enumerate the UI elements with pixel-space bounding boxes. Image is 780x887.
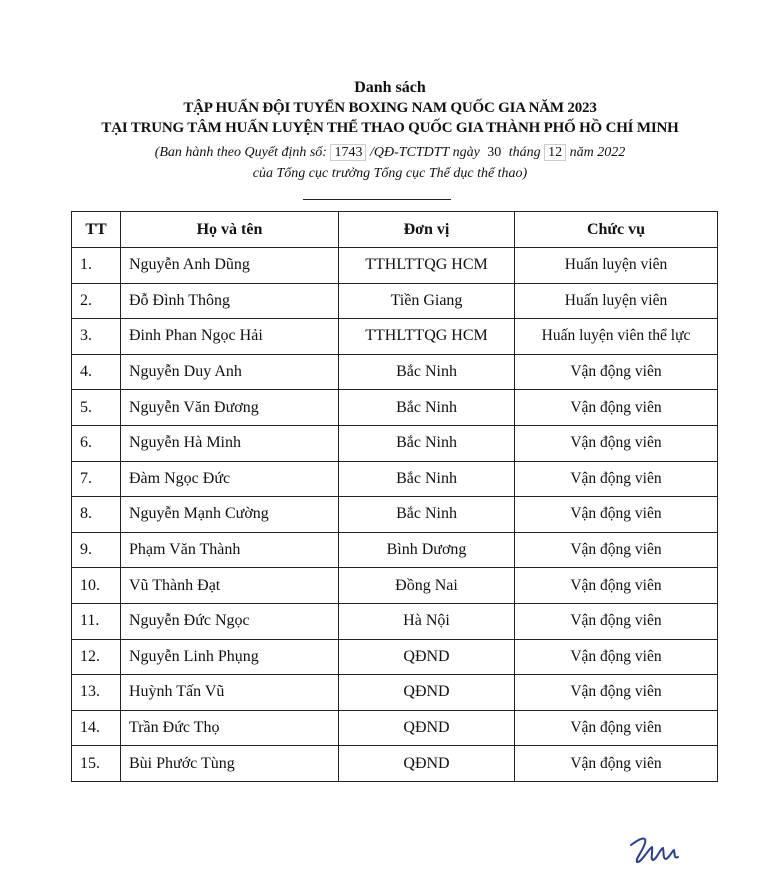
role-cell: Vận động viên <box>515 425 718 461</box>
decision-issuer: của Tổng cục trưởng Tổng cục Thể dục thể thao) <box>252 166 528 181</box>
table-row <box>72 639 718 675</box>
column-header-tt: TT <box>72 212 121 248</box>
role-cell: Vận động viên <box>515 639 718 675</box>
row-number-cell: 3. <box>72 319 121 355</box>
role-cell: Huấn luyện viên <box>515 283 718 319</box>
unit-cell: Bắc Ninh <box>339 461 515 497</box>
unit-cell: QĐND <box>339 639 515 675</box>
table-row <box>72 248 718 284</box>
role-cell: Vận động viên <box>515 710 718 746</box>
decision-month-label: tháng <box>508 145 541 160</box>
unit-cell: Đồng Nai <box>339 568 515 604</box>
role-cell: Vận động viên <box>515 603 718 639</box>
row-number-cell: 8. <box>72 497 121 533</box>
unit-cell: QĐND <box>339 746 515 782</box>
role-cell: Vận động viên <box>515 532 718 568</box>
row-number-cell: 7. <box>72 461 121 497</box>
signature-mark <box>625 829 683 869</box>
role-cell: Vận động viên <box>515 354 718 390</box>
row-number-cell: 13. <box>72 675 121 711</box>
name-cell: Đinh Phan Ngọc Hải <box>121 319 339 355</box>
table-row <box>72 710 718 746</box>
name-cell: Nguyễn Hà Minh <box>121 425 339 461</box>
table-row <box>72 283 718 319</box>
document-title: Danh sách <box>354 79 426 96</box>
decision-year: năm 2022 <box>569 145 626 160</box>
roster-table <box>71 211 718 782</box>
decision-month: 12 <box>544 144 566 161</box>
unit-cell: Bắc Ninh <box>339 354 515 390</box>
name-cell: Nguyễn Linh Phụng <box>121 639 339 675</box>
unit-cell: Bắc Ninh <box>339 497 515 533</box>
row-number-cell: 4. <box>72 354 121 390</box>
document-subtitle-line1: TẬP HUẤN ĐỘI TUYỂN BOXING NAM QUỐC GIA NĂM 2023 <box>183 100 597 116</box>
row-number-cell: 9. <box>72 532 121 568</box>
role-cell: Vận động viên <box>515 461 718 497</box>
decision-code: /QĐ-TCTDTT ngày <box>369 145 480 160</box>
document-subtitle-line2: TẠI TRUNG TÂM HUẤN LUYỆN THỂ THAO QUỐC GIA THÀNH PHỐ HỒ CHÍ MINH <box>101 120 679 136</box>
unit-cell: Tiền Giang <box>339 283 515 319</box>
row-number-cell: 14. <box>72 710 121 746</box>
row-number-cell: 12. <box>72 639 121 675</box>
name-cell: Đỗ Đình Thông <box>121 283 339 319</box>
role-cell: Vận động viên <box>515 390 718 426</box>
name-cell: Bùi Phước Tùng <box>121 746 339 782</box>
unit-cell: Bắc Ninh <box>339 390 515 426</box>
name-cell: Nguyễn Mạnh Cường <box>121 497 339 533</box>
role-cell: Huấn luyện viên <box>515 248 718 284</box>
decision-number: 1743 <box>330 144 366 161</box>
row-number-cell: 10. <box>72 568 121 604</box>
row-number-cell: 11. <box>72 603 121 639</box>
column-header-role: Chức vụ <box>515 212 718 248</box>
unit-cell: QĐND <box>339 675 515 711</box>
unit-cell: Bắc Ninh <box>339 425 515 461</box>
signature-stroke <box>631 839 678 863</box>
table-row <box>72 603 718 639</box>
name-cell: Nguyễn Văn Đương <box>121 390 339 426</box>
row-number-cell: 2. <box>72 283 121 319</box>
decision-day: 30 <box>487 145 502 160</box>
name-cell: Nguyễn Anh Dũng <box>121 248 339 284</box>
document-header <box>0 78 780 184</box>
unit-cell: Bình Dương <box>339 532 515 568</box>
name-cell: Huỳnh Tấn Vũ <box>121 675 339 711</box>
row-number-cell: 5. <box>72 390 121 426</box>
name-cell: Trần Đức Thọ <box>121 710 339 746</box>
role-cell: Vận động viên <box>515 497 718 533</box>
role-cell: Vận động viên <box>515 746 718 782</box>
name-cell: Nguyễn Đức Ngọc <box>121 603 339 639</box>
unit-cell: TTHLTTQG HCM <box>339 319 515 355</box>
unit-cell: Hà Nội <box>339 603 515 639</box>
table-header-row <box>72 212 718 248</box>
unit-cell: QĐND <box>339 710 515 746</box>
row-number-cell: 15. <box>72 746 121 782</box>
name-cell: Nguyễn Duy Anh <box>121 354 339 390</box>
name-cell: Vũ Thành Đạt <box>121 568 339 604</box>
table-row <box>72 675 718 711</box>
table-row <box>72 319 718 355</box>
role-cell: Vận động viên <box>515 675 718 711</box>
header-divider <box>303 199 451 200</box>
unit-cell: TTHLTTQG HCM <box>339 248 515 284</box>
row-number-cell: 6. <box>72 425 121 461</box>
role-cell: Vận động viên <box>515 568 718 604</box>
table-row <box>72 568 718 604</box>
table-row <box>72 497 718 533</box>
row-number-cell: 1. <box>72 248 121 284</box>
name-cell: Đàm Ngọc Đức <box>121 461 339 497</box>
decision-reference <box>0 142 780 164</box>
table-row <box>72 390 718 426</box>
table-row <box>72 461 718 497</box>
table-row <box>72 532 718 568</box>
table-row <box>72 425 718 461</box>
decision-prefix: (Ban hành theo Quyết định số: <box>154 145 327 160</box>
column-header-name: Họ và tên <box>121 212 339 248</box>
role-cell: Huấn luyện viên thể lực <box>515 319 718 355</box>
table-row <box>72 354 718 390</box>
name-cell: Phạm Văn Thành <box>121 532 339 568</box>
table-row <box>72 746 718 782</box>
column-header-unit: Đơn vị <box>339 212 515 248</box>
